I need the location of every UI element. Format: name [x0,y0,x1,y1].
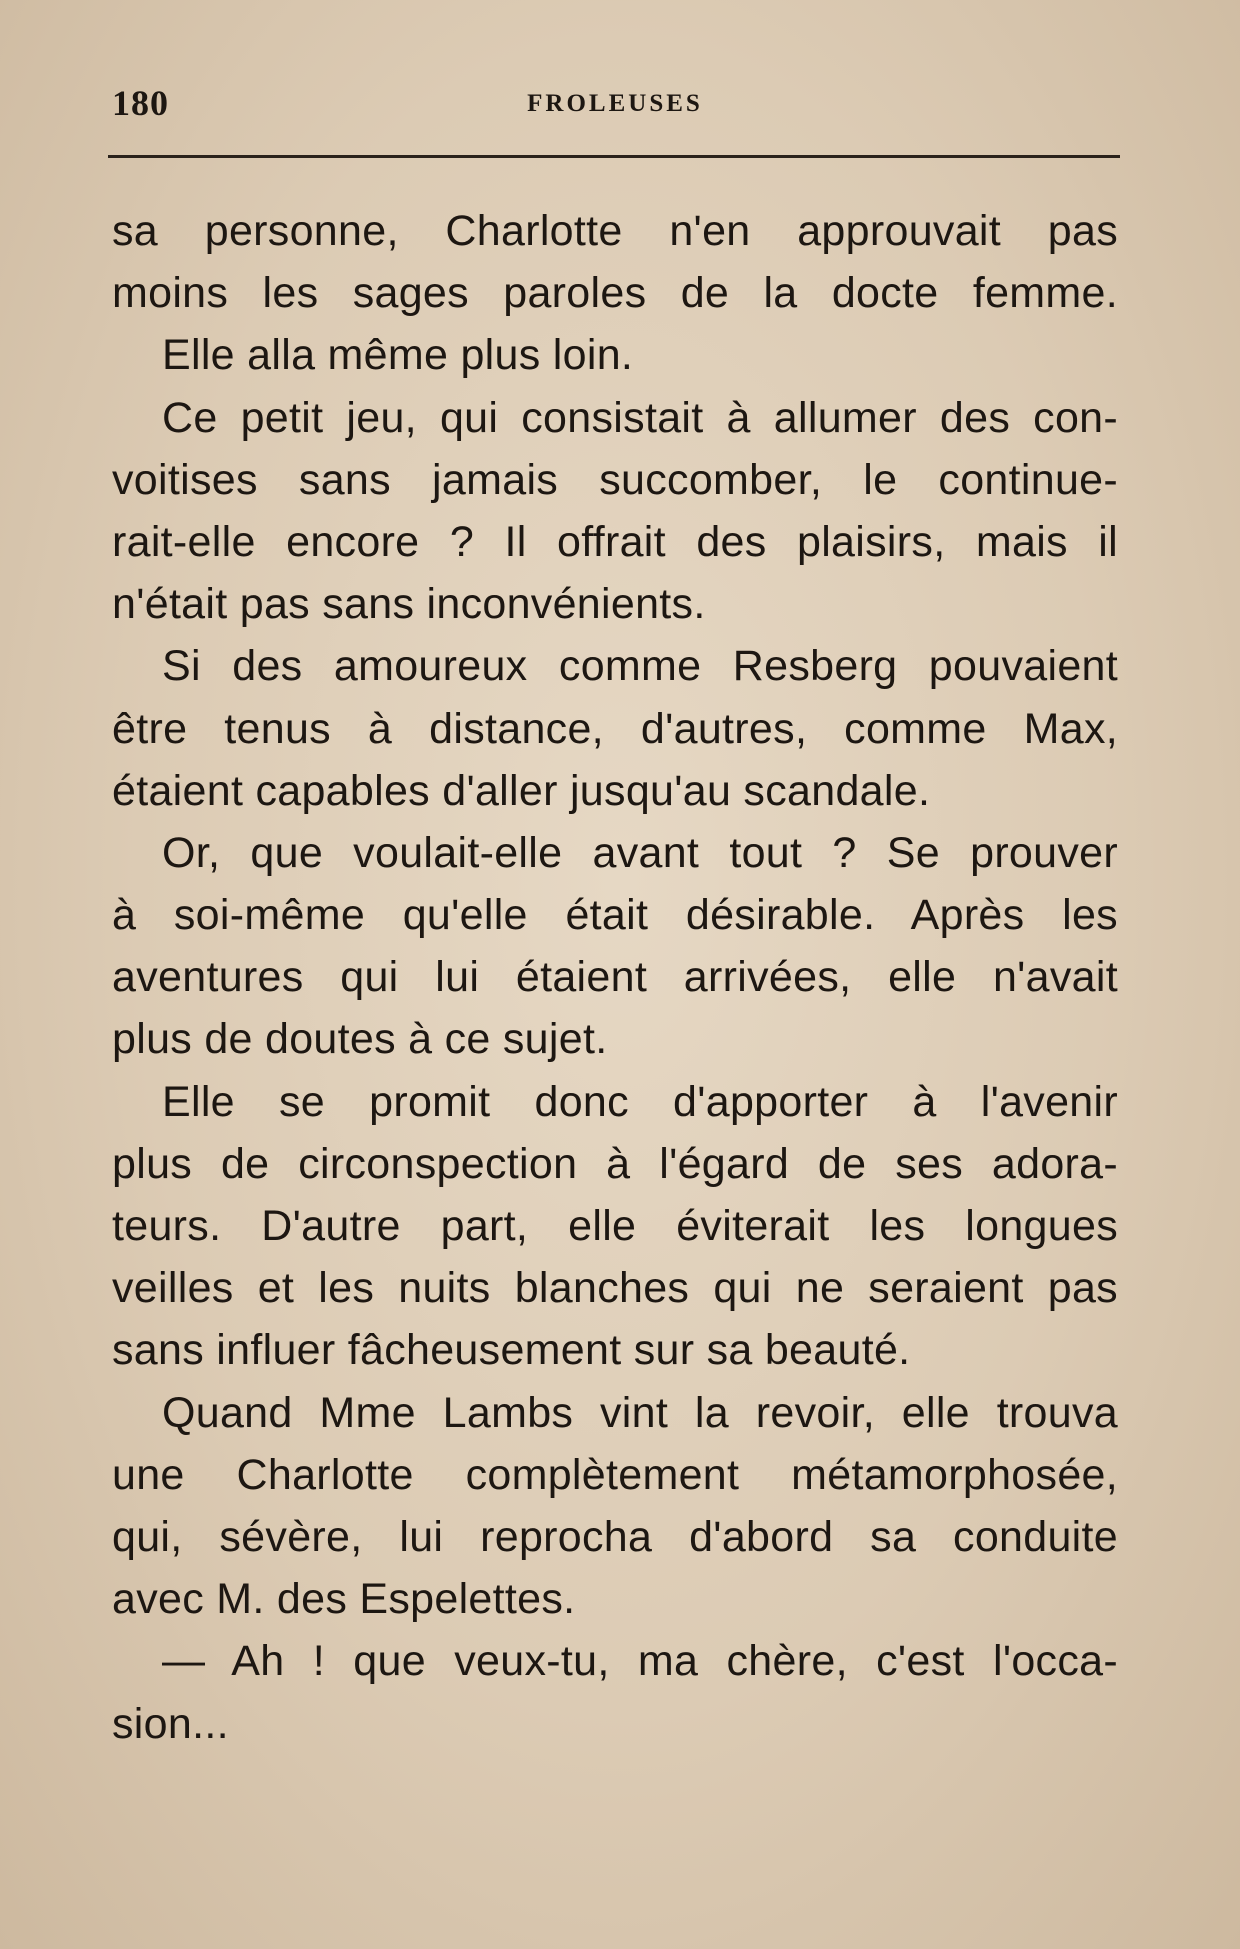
text-line: plus de doutes à ce sujet. [112,1015,608,1064]
text-line: être tenus à distance, d'autres, comme Max, [112,704,1118,753]
text-line: n'était pas sans inconvénients. [112,580,706,629]
text-line: sa personne, Charlotte n'en approuvait pas [112,207,1118,255]
body-text [112,200,1118,1755]
text-line: — Ah ! que veux-tu, ma chère, c'est l'occa- [162,1637,1118,1686]
text-line: aventures qui lui étaient arrivées, elle n'avait [112,953,1118,1002]
text-line: teurs. D'autre part, elle éviterait les longues [112,1202,1118,1250]
text-line: plus de circonspection à l'égard de ses adora- [112,1139,1118,1188]
text-line: Si des amoureux comme Resberg pouvaient [162,642,1118,691]
running-title: FROLEUSES [527,90,703,117]
text-line: Quand Mme Lambs vint la revoir, elle trouva [162,1388,1118,1437]
text-line: Or, que voulait-elle avant tout ? Se prouver [162,828,1118,877]
text-line: rait-elle encore ? Il offrait des plaisirs, mais il [112,517,1118,566]
text-line: qui, sévère, lui reprocha d'abord sa conduite [112,1512,1118,1561]
page-number: 180 [112,83,169,123]
text-line: à soi-même qu'elle était désirable. Après les [112,891,1118,940]
text-line: une Charlotte complètement métamorphosée, [112,1450,1118,1499]
text-line: avec M. des Espelettes. [112,1575,576,1624]
text-line: sans influer fâcheusement sur sa beauté. [112,1326,911,1375]
text-line: Ce petit jeu, qui consistait à allumer des con- [162,393,1118,442]
header-rule [108,155,1120,158]
text-line: veilles et les nuits blanches qui ne seraient pas [112,1264,1118,1313]
text-line: moins les sages paroles de la docte femme. [112,269,1118,318]
text-line: voitises sans jamais succomber, le continue- [112,455,1118,504]
text-line: Elle se promit donc d'apporter à l'avenir [162,1077,1118,1126]
text-line: étaient capables d'aller jusqu'au scandale. [112,766,931,815]
page-header [112,82,1118,132]
text-line: Elle alla même plus loin. [162,331,634,380]
text-line: sion... [112,1699,229,1748]
